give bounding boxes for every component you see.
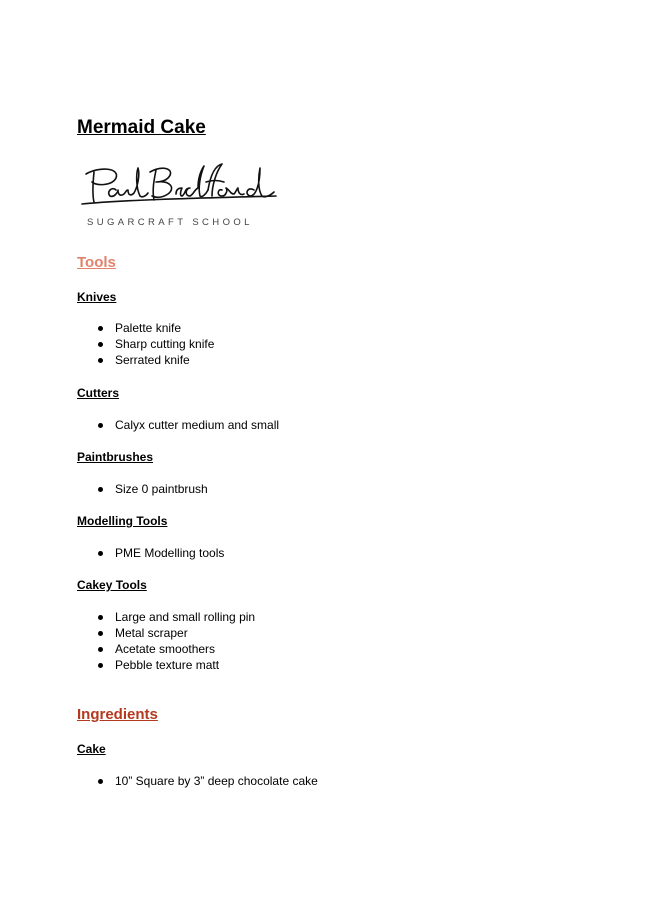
cake-list [77,773,318,789]
cutters-list [77,417,279,433]
list-item: Size 0 paintbrush [77,481,208,497]
bullet-icon [98,647,103,652]
paul-bradford-logo [80,160,280,232]
cakey-tools-list [77,609,255,673]
bullet-icon [98,551,103,556]
list-item: Metal scraper [77,625,255,641]
paintbrushes-list [77,481,208,497]
bullet-icon [98,487,103,492]
modelling-tools-subheading: Modelling Tools [77,514,168,528]
modelling-tools-list [77,545,224,561]
bullet-icon [98,358,103,363]
bullet-icon [98,663,103,668]
signature-logo-icon [80,160,280,212]
bullet-icon [98,779,103,784]
tools-heading: Tools [77,254,116,271]
cakey-tools-subheading: Cakey Tools [77,578,147,592]
list-item: Pebble texture matt [77,657,255,673]
bullet-icon [98,423,103,428]
list-item: Calyx cutter medium and small [77,417,279,433]
knives-list [77,320,214,368]
bullet-icon [98,615,103,620]
list-item: 10” Square by 3” deep chocolate cake [77,773,318,789]
knives-subheading: Knives [77,290,117,304]
list-item: Large and small rolling pin [77,609,255,625]
logo-subtitle: SUGARCRAFT SCHOOL [87,217,253,228]
bullet-icon [98,631,103,636]
page-title: Mermaid Cake [77,117,206,138]
cake-subheading: Cake [77,742,106,756]
paintbrushes-subheading: Paintbrushes [77,450,154,464]
list-item: Sharp cutting knife [77,336,214,352]
cutters-subheading: Cutters [77,386,120,400]
bullet-icon [98,342,103,347]
list-item: PME Modelling tools [77,545,224,561]
list-item: Serrated knife [77,352,214,368]
ingredients-heading: Ingredients [77,706,158,723]
list-item: Palette knife [77,320,214,336]
bullet-icon [98,326,103,331]
list-item: Acetate smoothers [77,641,255,657]
